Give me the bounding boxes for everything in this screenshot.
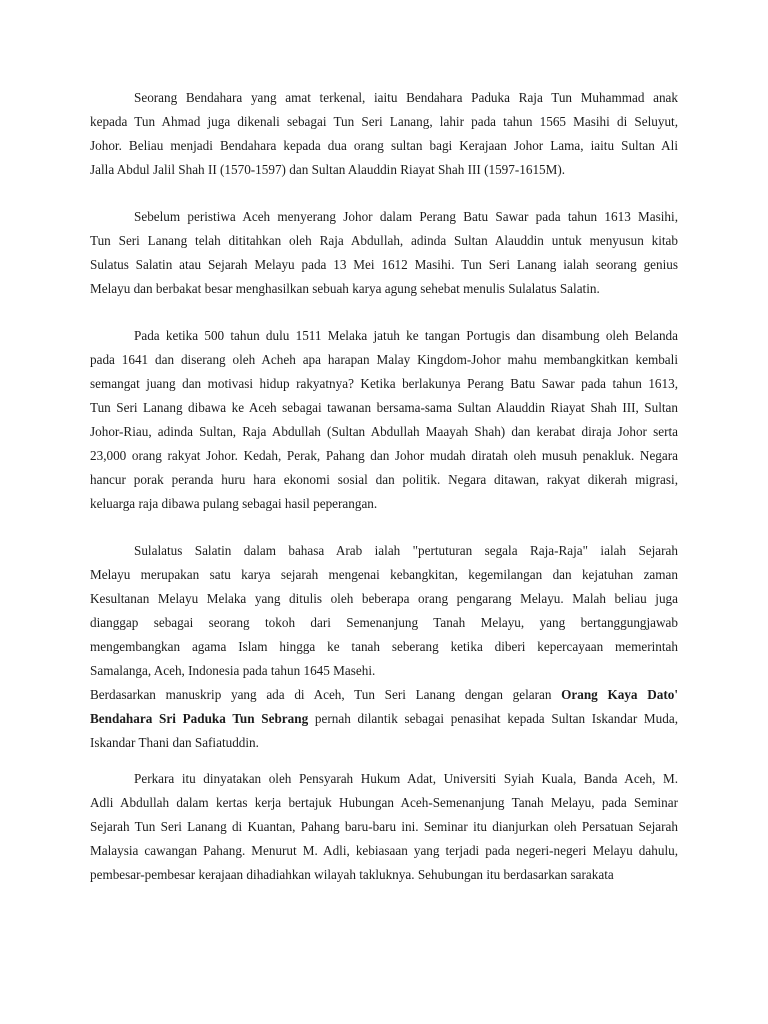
- text-line: Melayu dan berbakat besar menghasilkan sebuah karya agung sehebat menulis Sulalatus Salatin.: [90, 281, 600, 296]
- text-line: [90, 707, 678, 731]
- text-line: hancur porak peranda huru hara ekonomi sosial dan politik. Negara ditawan, rakyat dikerah migrasi,: [90, 472, 678, 487]
- text-line: Malaysia cawangan Pahang. Menurut M. Adli, kebiasaan yang terjadi pada negeri-negeri Melayu dahulu,: [90, 843, 678, 858]
- text-line: Kesultanan Melayu Melaka yang ditulis oleh beberapa orang pengarang Melayu. Malah beliau juga: [90, 591, 678, 606]
- text-line: Sulatus Salatin atau Sejarah Melayu pada 13 Mei 1612 Masihi. Tun Seri Lanang ialah seorang genius: [90, 257, 678, 272]
- text-line: mengembangkan agama Islam hingga ke tanah seberang ketika diberi kepercayaan memerintah: [90, 639, 678, 654]
- paragraph-1: [90, 86, 678, 182]
- text-line: Jalla Abdul Jalil Shah II (1570-1597) dan Sultan Alauddin Riayat Shah III (1597-1615M).: [90, 162, 566, 177]
- bold-title-text: Bendahara Sri Paduka Tun Sebrang: [90, 711, 309, 726]
- text-line: Pada ketika 500 tahun dulu 1511 Melaka jatuh ke tangan Portugis dan disambung oleh Belanda: [134, 328, 678, 343]
- text-line: Melayu merupakan satu karya sejarah mengenai kebangkitan, kegemilangan dan kejatuhan zaman: [90, 567, 678, 582]
- text-line: Seorang Bendahara yang amat terkenal, iaitu Bendahara Paduka Raja Tun Muhammad anak: [134, 90, 678, 105]
- paragraph-3: [90, 324, 678, 516]
- text-line: Tun Seri Lanang dibawa ke Aceh sebagai tawanan bersama-sama Sultan Alauddin Riayat Shah III, Sultan: [90, 400, 678, 415]
- text-line: pada 1641 dan diserang oleh Acheh apa harapan Malay Kingdom-Johor mahu membangkitkan kembali: [90, 352, 678, 367]
- paragraph-4: [90, 539, 678, 683]
- paragraph-5: [90, 683, 678, 755]
- text-line: [90, 683, 678, 707]
- text-line: Tun Seri Lanang telah dititahkan oleh Raja Abdullah, adinda Sultan Alauddin untuk menyusun kitab: [90, 233, 678, 248]
- text-line: pembesar-pembesar kerajaan dihadiahkan wilayah takluknya. Sehubungan itu berdasarkan sarakata: [90, 867, 614, 882]
- text-run: pernah dilantik sebagai penasihat kepada Sultan Iskandar Muda,: [308, 711, 678, 726]
- text-line: 23,000 orang rakyat Johor. Kedah, Perak, Pahang dan Johor mudah diratah oleh musuh penakluk. Negara: [90, 448, 678, 463]
- text-line: Adli Abdullah dalam kertas kerja bertajuk Hubungan Aceh-Semenanjung Tanah Melayu, pada Seminar: [90, 795, 678, 810]
- paragraph-2: [90, 205, 678, 301]
- document-page: [90, 86, 678, 887]
- text-run: Berdasarkan manuskrip yang ada di Aceh, Tun Seri Lanang dengan gelaran: [90, 687, 562, 702]
- text-line: Sebelum peristiwa Aceh menyerang Johor dalam Perang Batu Sawar pada tahun 1613 Masihi,: [134, 209, 678, 224]
- text-line: Johor-Riau, adinda Sultan, Raja Abdullah (Sultan Abdullah Maayah Shah) dan kerabat diraja Johor serta: [90, 424, 678, 439]
- text-line: Sulalatus Salatin dalam bahasa Arab ialah "pertuturan segala Raja-Raja" ialah Sejarah: [134, 543, 678, 558]
- text-line: Iskandar Thani dan Safiatuddin.: [90, 735, 259, 750]
- text-line: keluarga raja dibawa pulang sebagai hasil peperangan.: [90, 496, 378, 511]
- text-line: dianggap sebagai seorang tokoh dari Semenanjung Tanah Melayu, yang bertanggungjawab: [90, 615, 678, 630]
- text-line: Samalanga, Aceh, Indonesia pada tahun 1645 Masehi.: [90, 663, 376, 678]
- text-line: kepada Tun Ahmad juga dikenali sebagai Tun Seri Lanang, lahir pada tahun 1565 Masihi di Seluyut,: [90, 114, 678, 129]
- bold-title-text: Orang Kaya Dato': [561, 687, 678, 702]
- text-line: semangat juang dan motivasi hidup rakyatnya? Ketika berlakunya Perang Batu Sawar pada tahun 1613,: [90, 376, 678, 391]
- text-line: Perkara itu dinyatakan oleh Pensyarah Hukum Adat, Universiti Syiah Kuala, Banda Aceh, M.: [134, 771, 678, 786]
- text-line: Sejarah Tun Seri Lanang di Kuantan, Pahang baru-baru ini. Seminar itu dianjurkan oleh Persatuan Sejarah: [90, 819, 678, 834]
- text-line: Johor. Beliau menjadi Bendahara kepada dua orang sultan bagi Kerajaan Johor Lama, iaitu Sultan Ali: [90, 138, 678, 153]
- paragraph-6: [90, 767, 678, 887]
